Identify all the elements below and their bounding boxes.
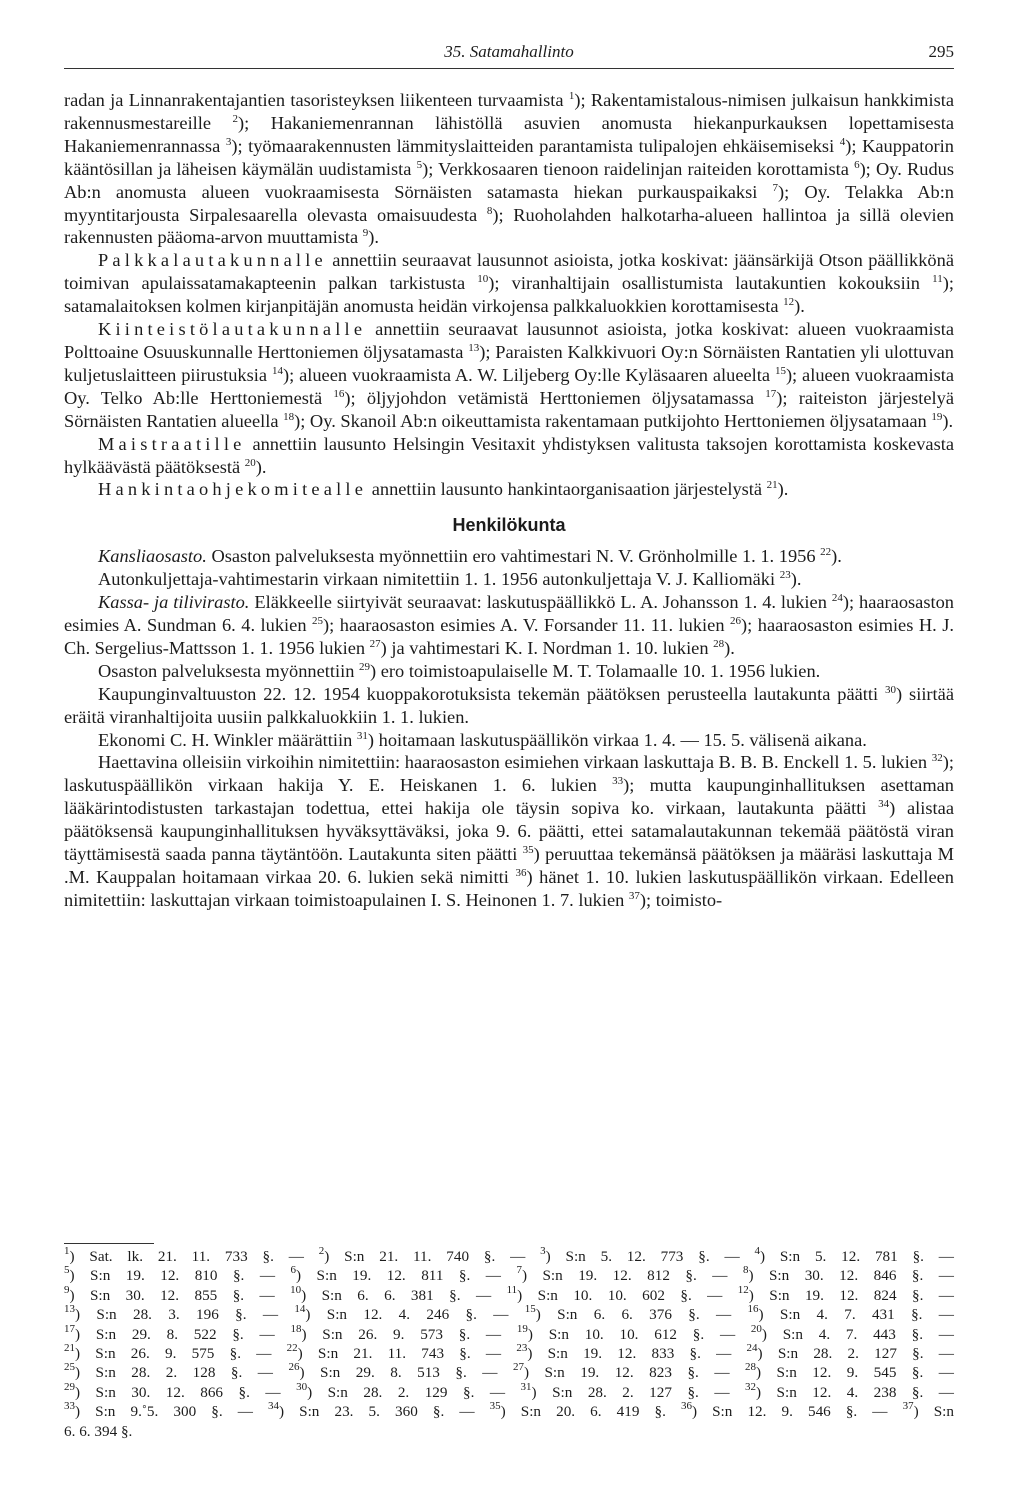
paragraph xyxy=(64,478,954,501)
text-run: ) S:n 21. 11. 740 §. — xyxy=(324,1248,541,1265)
footnote-marker: 22 xyxy=(286,1342,298,1355)
footnote-marker: 10 xyxy=(290,1283,302,1296)
footnote-marker: 27 xyxy=(512,1361,524,1374)
footnote-marker: 37 xyxy=(902,1400,914,1413)
footnote-marker: 20 xyxy=(750,1322,762,1335)
text-run: ); alueen vuokraamista A. W. Liljeberg Oy:lle Kyläsaaren alueelta xyxy=(282,364,775,385)
footnote-marker: 27 xyxy=(369,637,381,650)
text-run: ) peruuttaa tekemänsä päätöksen ja määräsi laskuttaja M .M. Kauppalan hoitamaan virkaa 20. 6. lukien sekä nimitti xyxy=(64,844,955,887)
footnote-marker: 31 xyxy=(356,729,368,742)
footnote-marker: 2 xyxy=(318,1245,325,1257)
footnote-marker: 16 xyxy=(747,1303,759,1316)
footnote-marker: 37 xyxy=(628,889,640,902)
text-run: annettiin seuraavat lausunnot asioista, jotka koskivat: jäänsärkijä Otson päällikkönä toimivan apulaissatamakapteenin palkan tarkistusta xyxy=(64,250,954,294)
text-run: ) S:n 23. 5. 360 §. — xyxy=(279,1403,490,1421)
footnote-marker: 8 xyxy=(742,1264,749,1277)
text-run: ) S:n 29. 8. 513 §. — xyxy=(299,1364,513,1382)
footnote-marker: 10 xyxy=(477,273,489,286)
footnote-line xyxy=(64,1247,954,1266)
paragraph xyxy=(64,433,954,479)
spaced-recipient: Maistraatille xyxy=(98,433,246,454)
text-run: ) S:n 21. 11. 743 §. — xyxy=(297,1345,517,1363)
text-run: ) S:n 4. 7. 443 §. — xyxy=(761,1325,954,1343)
footnote-marker: 19 xyxy=(931,410,943,423)
text-run: ); Kauppatorin kääntösillan ja läheisen käymälän uudistamista xyxy=(64,135,954,179)
paragraph xyxy=(64,683,954,729)
text-run: ) S:n 12. 4. 238 §. — xyxy=(756,1383,954,1401)
footnote-marker: 12 xyxy=(737,1283,749,1296)
text-run: Osaston palveluksesta myönnettiin xyxy=(98,660,360,681)
footnote-marker: 4 xyxy=(839,135,846,148)
text-run: ). xyxy=(368,227,379,248)
footnote-marker: 32 xyxy=(745,1380,756,1393)
text-run: annettiin lausunto Helsingin Vesitaxit yhdistyksen valitusta taksojen korottamista koskevasta hylkäävästä päätöksestä xyxy=(64,433,954,477)
text-run: ); Oy. Telakka Ab:n myyntitarjousta Sirpalesaarella olevasta omaisuudesta xyxy=(64,181,954,225)
text-run: ); öljyjohdon vetämistä Herttoniemen öljysatamassa xyxy=(344,387,766,408)
text-run: ). xyxy=(790,569,802,590)
text-run: ) S:n xyxy=(913,1403,954,1421)
footnote-marker: 34 xyxy=(268,1400,279,1413)
footnote-marker: 22 xyxy=(820,546,832,559)
text-run: Osaston palveluksesta myönnettiin ero vahtimestari N. V. Grönholmille 1. 1. 1956 xyxy=(206,546,821,567)
footnote-marker: 17 xyxy=(64,1322,75,1335)
text-run: ) S:n 6. 6. 381 §. — xyxy=(301,1286,507,1304)
paragraph xyxy=(64,751,954,911)
footnote-marker: 9 xyxy=(64,1283,70,1296)
footnote-marker: 33 xyxy=(612,775,624,788)
footnote-marker: 16 xyxy=(333,387,345,400)
footnote-marker: 34 xyxy=(878,798,890,811)
paragraph xyxy=(64,318,954,433)
text-run: Eläkkeelle siirtyivät seuraavat: laskutuspäällikkö L. A. Johansson 1. 4. lukien xyxy=(249,592,832,613)
text-run: ). xyxy=(794,296,805,317)
text-run: Haettavina olleisiin virkoihin nimitettiin: haaraosaston esimiehen virkaan laskuttaja B. B. B. Enckell 1. 5. lukien xyxy=(98,752,932,773)
text-run: ); laskutuspäällikön virkaan hakija Y. E. Heiskanen 1. 6. lukien xyxy=(64,752,954,796)
text-run: ); haaraosaston esimies A. Sundman 6. 4. lukien xyxy=(64,592,954,636)
text-run: ); raiteiston järjestelyä Sörnäisten Rantatien alueella xyxy=(64,387,954,431)
footnote-rule xyxy=(64,1243,154,1244)
page-number: 295 xyxy=(928,42,954,61)
text-run: ); haaraosaston esimies A. V. Forsander 11. 11. lukien xyxy=(323,615,731,636)
footnote-marker: 25 xyxy=(312,615,324,628)
footnote-marker: 12 xyxy=(783,296,795,309)
footnote-marker: 9 xyxy=(362,227,369,240)
footnote-marker: 24 xyxy=(746,1342,758,1355)
text-run: ); Hakaniemenrannan lähistöllä asuvien anomusta hiekanpurkauksen lopettamisesta Hakaniemenrannassa xyxy=(64,112,954,156)
text-run: ); Verkkosaaren tienoon raidelinjan raiteiden korottamista xyxy=(422,158,855,179)
footnote-line xyxy=(64,1283,954,1305)
paragraph xyxy=(64,545,954,568)
footnote-line xyxy=(64,1305,954,1324)
paragraph xyxy=(64,660,954,683)
text-run: ). xyxy=(942,410,954,431)
text-run: ). xyxy=(255,456,267,477)
text-run: ) S:n 19. 12. 823 §. — xyxy=(523,1364,745,1382)
italic-subheading: Kansliaosasto. xyxy=(98,546,207,567)
footnote-marker: 7 xyxy=(772,181,779,194)
footnote-marker: 32 xyxy=(931,752,943,765)
text-run: ) S:n 28. 3. 196 §. — xyxy=(75,1306,295,1324)
text-run: ) S:n 19. 12. 812 §. — xyxy=(521,1267,743,1285)
text-run: ) S:n 12. 9. 545 §. — xyxy=(756,1364,954,1382)
text-run: ) S:n 12. 9. 546 §. — xyxy=(691,1403,903,1421)
footnote-marker: 11 xyxy=(506,1283,518,1296)
footnote-marker: 3 xyxy=(540,1245,546,1257)
text-run: ) S:n 4. 7. 431 §. — xyxy=(758,1306,954,1324)
footnote-marker: 36 xyxy=(680,1400,692,1413)
text-run: ); Rakentamistalous-nimisen julkaisun hankkimista rakennusmestareille xyxy=(64,90,955,133)
footnote-marker: 33 xyxy=(64,1400,75,1413)
footnote-marker: 11 xyxy=(932,273,943,286)
footnote-marker: 18 xyxy=(290,1322,302,1335)
footnote-marker: 14 xyxy=(294,1303,306,1316)
text-run: ) hänet 1. 10. lukien laskutuspäällikön virkaan. Edelleen nimitettiin: laskuttajan virkaan toimistoapulainen I. S. Heinonen 1. 7. lukien xyxy=(64,867,954,910)
body-text xyxy=(64,89,954,912)
footnote-marker: 13 xyxy=(64,1303,75,1316)
paragraph xyxy=(64,568,954,591)
text-run: ) S:n 19. 12. 833 §. — xyxy=(527,1345,747,1363)
text-run: ) alistaa päätöksensä kaupunginhallituksen hyväksyttäväksi, joka 9. 6. päätti, ettei satamalautakunnan tekemää päätöstä viran täyttämisestä saada panna täytäntöön. Lautakunta siten päätti xyxy=(64,798,954,865)
footnote-marker: 18 xyxy=(283,410,295,423)
footnote-marker: 1 xyxy=(568,90,575,102)
footnote-marker: 23 xyxy=(779,569,791,582)
footnote-marker: 20 xyxy=(244,456,256,469)
footnote-marker: 21 xyxy=(64,1342,75,1355)
text-run: ). xyxy=(831,546,842,567)
footnote-line xyxy=(64,1322,954,1344)
footnote-marker: 36 xyxy=(515,867,527,879)
footnote-marker: 2 xyxy=(232,112,239,125)
text-run: ); Oy. Skanoil Ab:n oikeuttamista rakentamaan putkijohto Herttoniemen öljysatamaan xyxy=(294,410,932,431)
footnote-marker: 7 xyxy=(516,1264,522,1277)
text-run: ); Paraisten Kalkkivuori Oy:n Sörnäisten Rantatien yli ulottuvan kuljetuslaitteen piirustuksia xyxy=(64,341,954,385)
text-run: ) S:n 5. 12. 781 §. — xyxy=(759,1248,954,1265)
footnote-marker: 29 xyxy=(359,660,371,673)
text-run: annettiin lausunto hankintaorganisaation järjestelystä xyxy=(367,479,767,500)
footnote-marker: 30 xyxy=(885,683,897,696)
footnote-marker: 24 xyxy=(831,592,843,605)
footnote-marker: 5 xyxy=(416,158,423,171)
text-run: ) S:n 28. 2. 129 §. — xyxy=(307,1383,521,1401)
footnote-marker: 4 xyxy=(754,1245,760,1257)
text-run: ) S:n 5. 12. 773 §. — xyxy=(545,1248,755,1265)
text-run: ); Ruoholahden halkotarha-alueen hallintoa ja sillä olevien rakennusten pääoma-arvon muuttamista xyxy=(64,204,955,248)
text-run: Autonkuljettaja-vahtimestarin virkaan nimitettiin 1. 1. 1956 autonkuljettaja V. J. Kalliomäki xyxy=(98,569,780,590)
text-run: ) ja vahtimestari K. I. Nordman 1. 10. lukien xyxy=(380,637,714,658)
text-run: ) S:n 9.˚5. 300 §. — xyxy=(75,1403,268,1421)
footnote-marker: 8 xyxy=(486,204,493,217)
spaced-recipient: Kiinteistölautakunnalle xyxy=(98,319,367,340)
text-run: ) S:n 10. 10. 602 §. — xyxy=(517,1286,738,1304)
text-run: ) S:n 28. 2. 127 §. — xyxy=(757,1345,954,1363)
text-run: ). xyxy=(777,479,789,500)
text-run: ) S:n 10. 10. 612 §. — xyxy=(527,1325,751,1343)
footnote-line xyxy=(64,1380,954,1402)
footnote-marker: 21 xyxy=(766,479,778,492)
text-run: 6. 6. 394 §. xyxy=(64,1422,133,1440)
text-run: ). xyxy=(724,637,735,658)
text-run: ) S:n 30. 12. 846 §. — xyxy=(748,1267,954,1285)
footnote-marker: 14 xyxy=(271,364,283,377)
footnote-marker: 3 xyxy=(225,135,232,148)
running-header xyxy=(64,40,954,69)
footnote-marker: 17 xyxy=(765,387,777,400)
text-run: ); alueen vuokraamista Oy. Telko Ab:lle Herttoniemestä xyxy=(64,364,955,408)
footnote-marker: 28 xyxy=(713,637,725,650)
text-run: ) S:n 29. 8. 522 §. — xyxy=(75,1325,291,1343)
footnote-marker: 1 xyxy=(64,1245,70,1257)
footnotes xyxy=(64,1247,954,1441)
footnote-line xyxy=(64,1363,954,1382)
footnote-marker: 31 xyxy=(520,1380,532,1393)
text-run: ) S:n 19. 12. 824 §. — xyxy=(748,1286,954,1304)
paragraph xyxy=(64,249,954,318)
text-run: ) hoitamaan laskutuspäällikön virkaa 1. 4. — 15. 5. välisenä aikana. xyxy=(367,729,867,750)
footnote-marker: 25 xyxy=(64,1361,75,1374)
spaced-recipient: Hankintaohjekomitealle xyxy=(98,479,368,500)
text-run: ) S:n 19. 12. 810 §. — xyxy=(69,1267,291,1285)
text-run: ); toimisto- xyxy=(639,889,723,910)
footnote-marker: 26 xyxy=(288,1361,300,1374)
text-run: ) siirtää eräitä viranhaltijoita uusiin palkkaluokkiin 1. 1. lukien. xyxy=(64,683,954,727)
footnote-marker: 5 xyxy=(64,1264,70,1277)
text-run: radan ja Linnanrakentajantien tasoristeyksen liikenteen turvaamista xyxy=(64,90,569,110)
footnote-marker: 30 xyxy=(296,1380,308,1393)
text-run: ); satamalaitoksen kolmen kirjanpitäjän anomusta heidän virkojensa palkkaluokkien korottamisesta xyxy=(64,273,954,317)
footnote-marker: 6 xyxy=(854,158,860,171)
footnote-marker: 35 xyxy=(489,1400,501,1413)
spaced-recipient: Palkkalautakunnalle xyxy=(98,250,327,271)
paragraph xyxy=(64,591,954,660)
footnote-marker: 13 xyxy=(468,341,480,354)
footnote-marker: 23 xyxy=(516,1342,528,1355)
section-title: 35. Satamahallinto xyxy=(444,42,574,61)
text-run: ) S:n 30. 12. 866 §. — xyxy=(75,1383,297,1401)
text-run: ); haaraosaston esimies H. J. Ch. Sergelius-Mattsson 1. 1. 1956 lukien xyxy=(64,615,954,658)
text-run: ) ero toimistoapulaiselle M. T. Tolamaalle 10. 1. 1956 lukien. xyxy=(370,660,821,681)
text-run: Kaupunginvaltuuston 22. 12. 1954 kuoppakorotuksista tekemän päätöksen perusteella lautakunta päätti xyxy=(98,683,886,704)
text-run: ) S:n 26. 9. 573 §. — xyxy=(301,1325,517,1343)
text-run: Ekonomi C. H. Winkler määrättiin xyxy=(98,729,357,750)
footnote-marker: 15 xyxy=(524,1303,536,1316)
text-run: ) S:n 26. 9. 575 §. — xyxy=(75,1345,287,1363)
text-run: ) Sat. lk. 21. 11. 733 §. — xyxy=(69,1248,319,1265)
footnote-marker: 35 xyxy=(522,844,534,857)
text-run: ); viranhaltijain osallistumista lautakuntien kokouksiin xyxy=(488,273,933,294)
text-run: ); mutta kaupunginhallituksen asettaman lääkärintodistusten tarkastajan todettua, ettei hakija ole täysin sopiva ko. virkaan, lautakunta päätti xyxy=(64,775,954,819)
text-run: ) S:n 20. 6. 419 §. xyxy=(500,1403,681,1421)
text-run: ); Oy. Rudus Ab:n anomusta alueen vuokraamisesta Sörnäisten satamasta hiekan purkauspaikaksi xyxy=(64,158,954,202)
text-run: ) S:n 19. 12. 811 §. — xyxy=(296,1267,517,1285)
text-run: ) S:n 6. 6. 376 §. — xyxy=(535,1306,748,1324)
paragraph xyxy=(64,729,954,752)
footnote-marker: 29 xyxy=(64,1380,75,1393)
section-heading: Henkilökunta xyxy=(452,515,566,536)
footnote-line xyxy=(64,1422,954,1441)
paragraph xyxy=(64,89,954,249)
text-run: ); työmaarakennusten lämmityslaitteiden parantamista tulipalojen ehkäisemiseksi xyxy=(231,135,840,156)
text-run: ) S:n 28. 2. 127 §. — xyxy=(531,1383,745,1401)
text-run: ) S:n 12. 4. 246 §. — xyxy=(305,1306,525,1324)
footnote-marker: 28 xyxy=(745,1361,756,1374)
footnote-line xyxy=(64,1344,954,1363)
footnote-marker: 26 xyxy=(730,615,742,628)
italic-subheading: Kassa- ja tilivirasto. xyxy=(98,592,250,613)
text-run: ) S:n 28. 2. 128 §. — xyxy=(75,1364,289,1382)
text-run: annettiin seuraavat lausunnot asioista, jotka koskivat: alueen vuokraamista Polttoaine Osuuskunnalle Herttoniemen öljysatamasta xyxy=(64,319,954,362)
text-run: ) S:n 30. 12. 855 §. — xyxy=(69,1286,291,1304)
footnote-line xyxy=(64,1402,954,1421)
footnote-marker: 19 xyxy=(516,1322,528,1335)
footnote-marker: 15 xyxy=(774,364,786,377)
footnote-marker: 6 xyxy=(290,1264,296,1277)
